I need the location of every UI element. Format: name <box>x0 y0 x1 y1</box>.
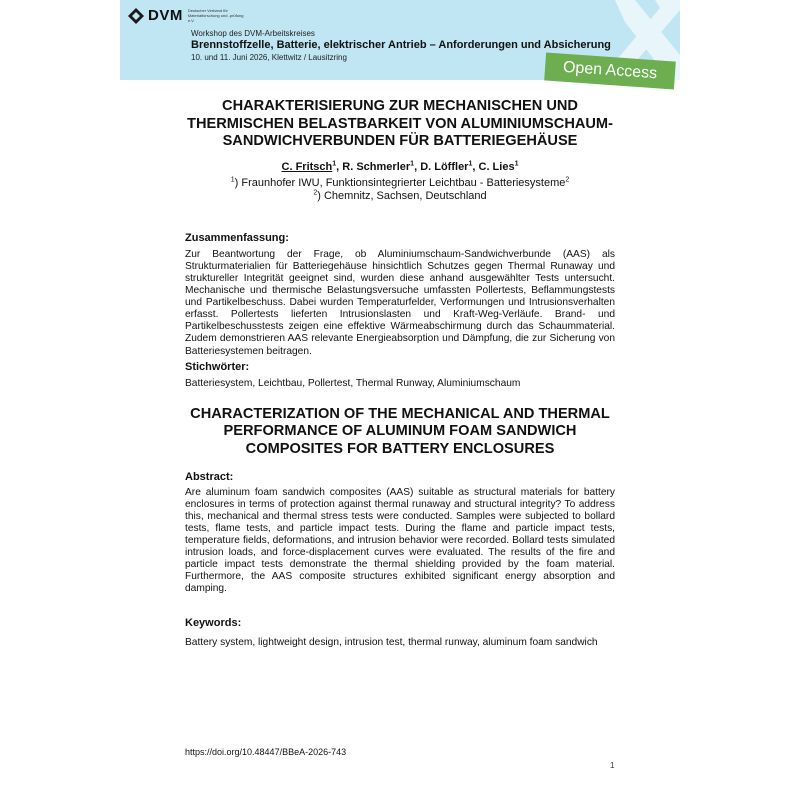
affiliation-2 <box>185 190 615 203</box>
logo-subtitle: Deutscher Verband für Materialforschung und -prüfung e.V. <box>187 8 244 23</box>
author-separator: , <box>336 160 343 173</box>
author-name: C. Lies <box>478 160 515 173</box>
affiliation-trail-marker: 2 <box>565 176 570 184</box>
english-abstract-heading: Abstract: <box>185 470 234 483</box>
diamond-logo-icon <box>128 8 144 24</box>
english-abstract: Are aluminum foam sandwich composites (AAS) suitable as structural materials for battery enclosures in terms of protection against thermal runaway and structural integrity? To address this, mechanical and thermal stress tests were conducted. Samples were subjected to bollard tests, flame tests, and particle impact tests. During the flame and particle impact tests, temperature fields, deformations, and intrusion behavior were recorded. Bollard tests simulated intrusion loads, and force-displacement curves were evaluated. The results of the fire and particle impact tests demonstrate the thermal shielding provided by the foam material. Furthermore, the AAS composite structures exhibited significant energy absorption and damping. <box>185 486 615 595</box>
author-affil-marker: 1 <box>332 160 337 168</box>
german-keywords-heading: Stichwörter: <box>185 360 250 373</box>
document-page <box>120 0 680 800</box>
german-title: CHARAKTERISIERUNG ZUR MECHANISCHEN UND THERMISCHEN BELASTBARKEIT VON ALUMINIUMSCHAUM-SANDWICHVERBUNDEN FÜR BATTERIEGEHÄUSE <box>187 98 613 150</box>
author-list <box>185 161 615 173</box>
author-name: R. Schmerler <box>342 160 411 173</box>
open-access-badge: Open Access <box>544 52 676 89</box>
author-separator: , <box>472 160 479 173</box>
affiliation-marker: 2 <box>313 189 318 197</box>
author-affil-marker: 1 <box>468 160 473 168</box>
workshop-label: Workshop des DVM-Arbeitskreises <box>191 29 315 38</box>
affiliation-1 <box>185 177 615 190</box>
logo-text: DVM <box>148 7 183 24</box>
author-affil-marker: 1 <box>514 160 519 168</box>
affiliation-marker: 1 <box>230 176 235 184</box>
dvm-logo <box>128 7 250 24</box>
affiliation-text: ) Fraunhofer IWU, Funktionsintegrierter Leichtbau - Batteriesysteme <box>234 176 566 189</box>
german-abstract-heading: Zusammenfassung: <box>185 231 289 244</box>
german-keywords: Batteriesystem, Leichtbau, Pollertest, Thermal Runway, Aluminiumschaum <box>185 377 521 389</box>
workshop-title: Brennstoffzelle, Batterie, elektrischer Antrieb – Anforderungen und Absicherung <box>191 39 611 51</box>
author-name: C. Fritsch <box>281 160 333 173</box>
author-name: D. Löffler <box>420 160 469 173</box>
workshop-date: 10. und 11. Juni 2026, Klettwitz / Lausitzring <box>191 53 347 62</box>
english-keywords-heading: Keywords: <box>185 617 242 630</box>
doi-link[interactable]: https://doi.org/10.48447/BBeA-2026-743 <box>185 747 347 757</box>
page-number: 1 <box>610 761 615 770</box>
german-abstract: Zur Beantwortung der Frage, ob Aluminiumschaum-Sandwichverbunde (AAS) als Strukturmaterialien für Batteriegehäuse hinsichtlich Schutzes gegen Thermal Runaway und struktureller Integrität geeignet sind, wurden diese anhand ausgewählter Tests untersucht. Mechanische und thermische Belastungsversuche umfassten Pollertests, Beflammungstests und Partikelbeschuss. Dabei wurden Temperaturfelder, Verformungen und Intrusionsverhalten erfasst. Pollertests lieferten Intrusionslasten und Kraft-Weg-Verläufe. Brand- und Partikelbeschusstests zeigen eine effektive Wärmeabschirmung durch das Schaummaterial. Zudem demonstrieren AAS relevante Energieabsorption und Dämpfung, die zur Sicherung von Batteriesystemen beitragen. <box>185 248 615 357</box>
article-content <box>185 98 615 649</box>
english-keywords: Battery system, lightweight design, intrusion test, thermal runway, aluminum foam sandwich <box>185 637 598 649</box>
affiliation-text: ) Chemnitz, Sachsen, Deutschland <box>317 189 487 202</box>
author-affil-marker: 1 <box>410 160 415 168</box>
english-title: CHARACTERIZATION OF THE MECHANICAL AND THERMAL PERFORMANCE OF ALUMINUM FOAM SANDWICH COMPOSITES FOR BATTERY ENCLOSURES <box>190 405 610 457</box>
affiliations <box>185 177 615 203</box>
author-separator: , <box>414 160 421 173</box>
